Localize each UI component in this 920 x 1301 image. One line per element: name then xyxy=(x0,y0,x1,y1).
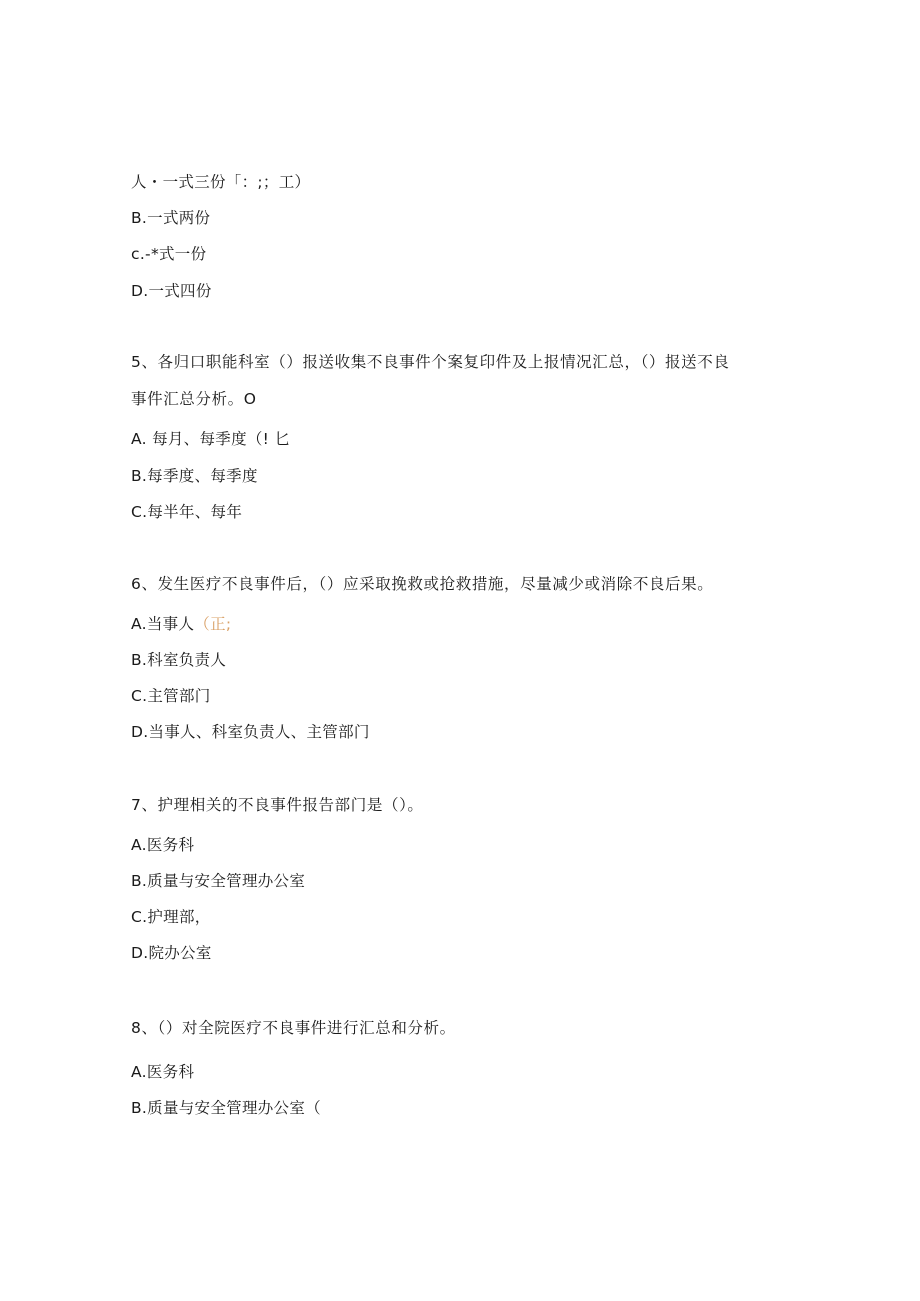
question-5-line-1: 5、各归口职能科室（）报送收集不良事件个案复印件及上报情况汇总，（）报送不良 xyxy=(131,353,730,371)
option-b-q6: B.科室负责人 xyxy=(131,651,227,669)
option-b-q5: B.每季度、每季度 xyxy=(131,467,258,485)
option-a-q7: A.医务科 xyxy=(131,836,195,854)
option-a-q8: A.医务科 xyxy=(131,1063,195,1081)
option-c-q4: c.-*式一份 xyxy=(131,245,207,263)
option-c-q5: C.每半年、每年 xyxy=(131,503,243,521)
option-c-q6: C.主管部门 xyxy=(131,687,211,705)
question-8: 8、（）对全院医疗不良事件进行汇总和分析。 xyxy=(131,1019,456,1037)
option-b-q8: B.质量与安全管理办公室（ xyxy=(131,1099,321,1117)
option-d-q7: D.院办公室 xyxy=(131,944,212,962)
option-a-q6: A.当事人（正; xyxy=(131,615,232,633)
question-6: 6、发生医疗不良事件后，（）应采取挽救或抢救措施，尽量减少或消除不良后果。 xyxy=(131,575,714,593)
option-b-q7: B.质量与安全管理办公室 xyxy=(131,872,306,890)
option-b-q4: B.一式两份 xyxy=(131,209,211,227)
option-c-q7: C.护理部， xyxy=(131,908,211,926)
option-a-q4: 人・一式三份「：;；工） xyxy=(131,173,311,191)
question-7: 7、护理相关的不良事件报告部门是（）。 xyxy=(131,796,424,814)
option-d-q4: D.一式四份 xyxy=(131,282,212,300)
option-a-q5: A. 每月、每季度（! 匕 xyxy=(131,430,291,448)
handwritten-annotation: （正; xyxy=(194,615,232,633)
option-d-q6: D.当事人、科室负责人、主管部门 xyxy=(131,723,370,741)
question-5-line-2: 事件汇总分析。O xyxy=(131,390,257,408)
